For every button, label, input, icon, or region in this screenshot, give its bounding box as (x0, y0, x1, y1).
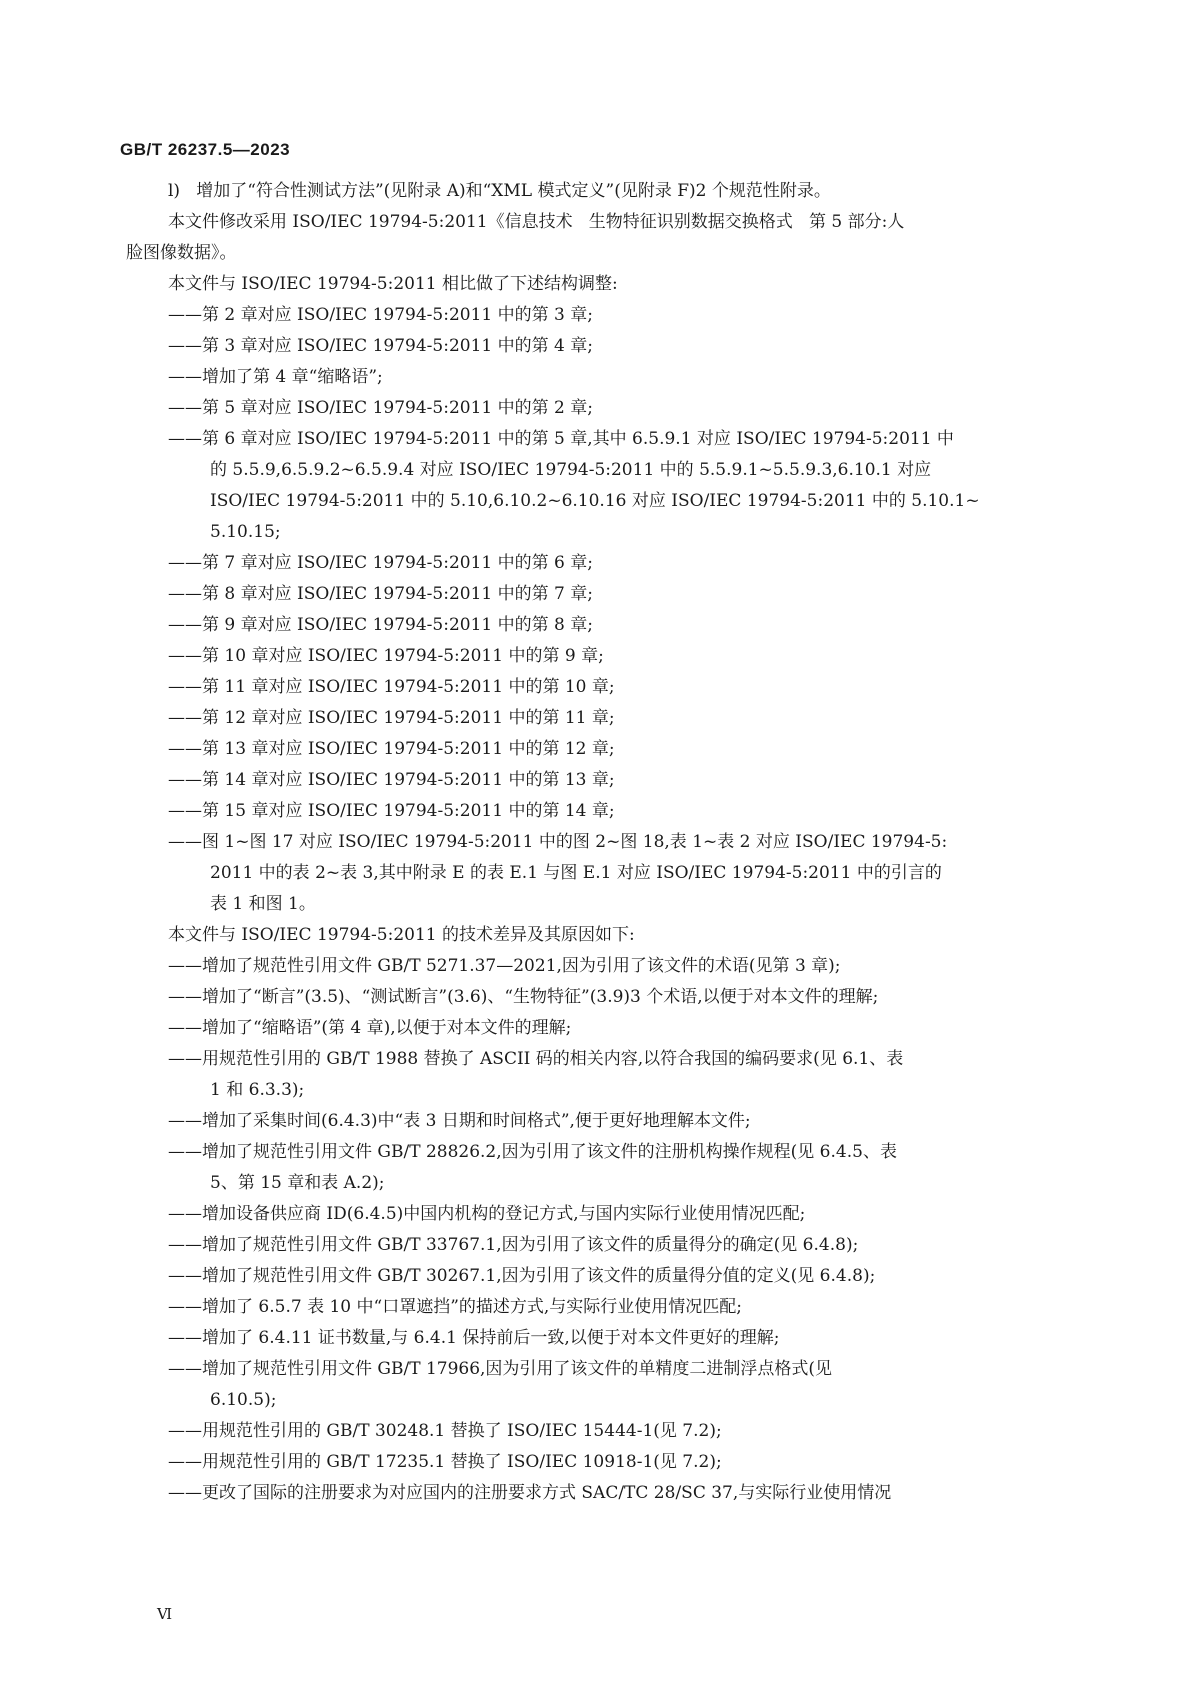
list-item-continuation: 2011 中的表 2~表 3,其中附录 E 的表 E.1 与图 E.1 对应 ISO/IEC 19794-5:2011 中的引言的 (210, 863, 942, 883)
list-item-continuation: 1 和 6.3.3); (210, 1080, 305, 1100)
list-item: ——第 6 章对应 ISO/IEC 19794-5:2011 中的第 5 章,其中 6.5.9.1 对应 ISO/IEC 19794-5:2011 中 (168, 429, 954, 449)
list-item-continuation: 5.10.15; (210, 522, 281, 542)
paragraph-line: 本文件修改采用 ISO/IEC 19794-5:2011《信息技术 生物特征识别数据交换格式 第 5 部分:人 (168, 212, 905, 232)
paragraph-line: 本文件与 ISO/IEC 19794-5:2011 的技术差异及其原因如下: (168, 925, 635, 945)
document-number-header: GB/T 26237.5—2023 (120, 140, 291, 159)
list-item: ——增加了第 4 章“缩略语”; (168, 367, 383, 387)
paragraph-line: 本文件与 ISO/IEC 19794-5:2011 相比做了下述结构调整: (168, 274, 618, 294)
list-item: ——增加了规范性引用文件 GB/T 28826.2,因为引用了该文件的注册机构操作规程(见 6.4.5、表 (168, 1142, 897, 1162)
list-item: ——增加了规范性引用文件 GB/T 17966,因为引用了该文件的单精度二进制浮点格式(见 (168, 1359, 833, 1379)
list-item: ——增加了 6.5.7 表 10 中“口罩遮挡”的描述方式,与实际行业使用情况匹配; (168, 1297, 743, 1317)
list-item: ——第 12 章对应 ISO/IEC 19794-5:2011 中的第 11 章; (168, 708, 615, 728)
list-item-continuation: 5、第 15 章和表 A.2); (210, 1173, 385, 1193)
list-item: ——第 2 章对应 ISO/IEC 19794-5:2011 中的第 3 章; (168, 305, 593, 325)
list-item-continuation: 表 1 和图 1。 (210, 894, 316, 914)
list-item: ——第 7 章对应 ISO/IEC 19794-5:2011 中的第 6 章; (168, 553, 593, 573)
list-item: ——第 8 章对应 ISO/IEC 19794-5:2011 中的第 7 章; (168, 584, 593, 604)
list-item: ——第 14 章对应 ISO/IEC 19794-5:2011 中的第 13 章; (168, 770, 615, 790)
list-item: ——图 1~图 17 对应 ISO/IEC 19794-5:2011 中的图 2~图 18,表 1~表 2 对应 ISO/IEC 19794-5: (168, 832, 948, 852)
page-number: Ⅵ (157, 1605, 173, 1623)
list-item-continuation: 6.10.5); (210, 1390, 277, 1410)
list-item-continuation: 的 5.5.9,6.5.9.2~6.5.9.4 对应 ISO/IEC 19794-5:2011 中的 5.5.9.1~5.5.9.3,6.10.1 对应 (210, 460, 932, 480)
list-item: ——增加了规范性引用文件 GB/T 33767.1,因为引用了该文件的质量得分的确定(见 6.4.8); (168, 1235, 859, 1255)
list-item: ——第 3 章对应 ISO/IEC 19794-5:2011 中的第 4 章; (168, 336, 593, 356)
list-item: ——增加设备供应商 ID(6.4.5)中国内机构的登记方式,与国内实际行业使用情况匹配; (168, 1204, 806, 1224)
paragraph-line: l) 增加了“符合性测试方法”(见附录 A)和“XML 模式定义”(见附录 F)2 个规范性附录。 (168, 181, 831, 201)
list-item: ——增加了采集时间(6.4.3)中“表 3 日期和时间格式”,便于更好地理解本文件; (168, 1111, 751, 1131)
list-item: ——第 15 章对应 ISO/IEC 19794-5:2011 中的第 14 章; (168, 801, 615, 821)
list-item: ——更改了国际的注册要求为对应国内的注册要求方式 SAC/TC 28/SC 37,与实际行业使用情况 (168, 1483, 892, 1503)
list-item: ——增加了“断言”(3.5)、“测试断言”(3.6)、“生物特征”(3.9)3 个术语,以便于对本文件的理解; (168, 987, 879, 1007)
list-item: ——用规范性引用的 GB/T 17235.1 替换了 ISO/IEC 10918-1(见 7.2); (168, 1452, 722, 1472)
document-body (0, 176, 1191, 1509)
list-item: ——用规范性引用的 GB/T 30248.1 替换了 ISO/IEC 15444-1(见 7.2); (168, 1421, 722, 1441)
list-item: ——增加了“缩略语”(第 4 章),以便于对本文件的理解; (168, 1018, 572, 1038)
list-item: ——增加了 6.4.11 证书数量,与 6.4.1 保持前后一致,以便于对本文件更好的理解; (168, 1328, 780, 1348)
list-item: ——增加了规范性引用文件 GB/T 30267.1,因为引用了该文件的质量得分值的定义(见 6.4.8); (168, 1266, 876, 1286)
list-item: ——增加了规范性引用文件 GB/T 5271.37—2021,因为引用了该文件的术语(见第 3 章); (168, 956, 841, 976)
paragraph-line: 脸图像数据》。 (126, 243, 237, 263)
list-item: ——第 5 章对应 ISO/IEC 19794-5:2011 中的第 2 章; (168, 398, 593, 418)
list-item-continuation: ISO/IEC 19794-5:2011 中的 5.10,6.10.2~6.10.16 对应 ISO/IEC 19794-5:2011 中的 5.10.1~ (210, 491, 980, 511)
list-item: ——用规范性引用的 GB/T 1988 替换了 ASCII 码的相关内容,以符合我国的编码要求(见 6.1、表 (168, 1049, 904, 1069)
list-item: ——第 13 章对应 ISO/IEC 19794-5:2011 中的第 12 章; (168, 739, 615, 759)
list-item: ——第 11 章对应 ISO/IEC 19794-5:2011 中的第 10 章; (168, 677, 615, 697)
list-item: ——第 10 章对应 ISO/IEC 19794-5:2011 中的第 9 章; (168, 646, 604, 666)
list-item: ——第 9 章对应 ISO/IEC 19794-5:2011 中的第 8 章; (168, 615, 593, 635)
